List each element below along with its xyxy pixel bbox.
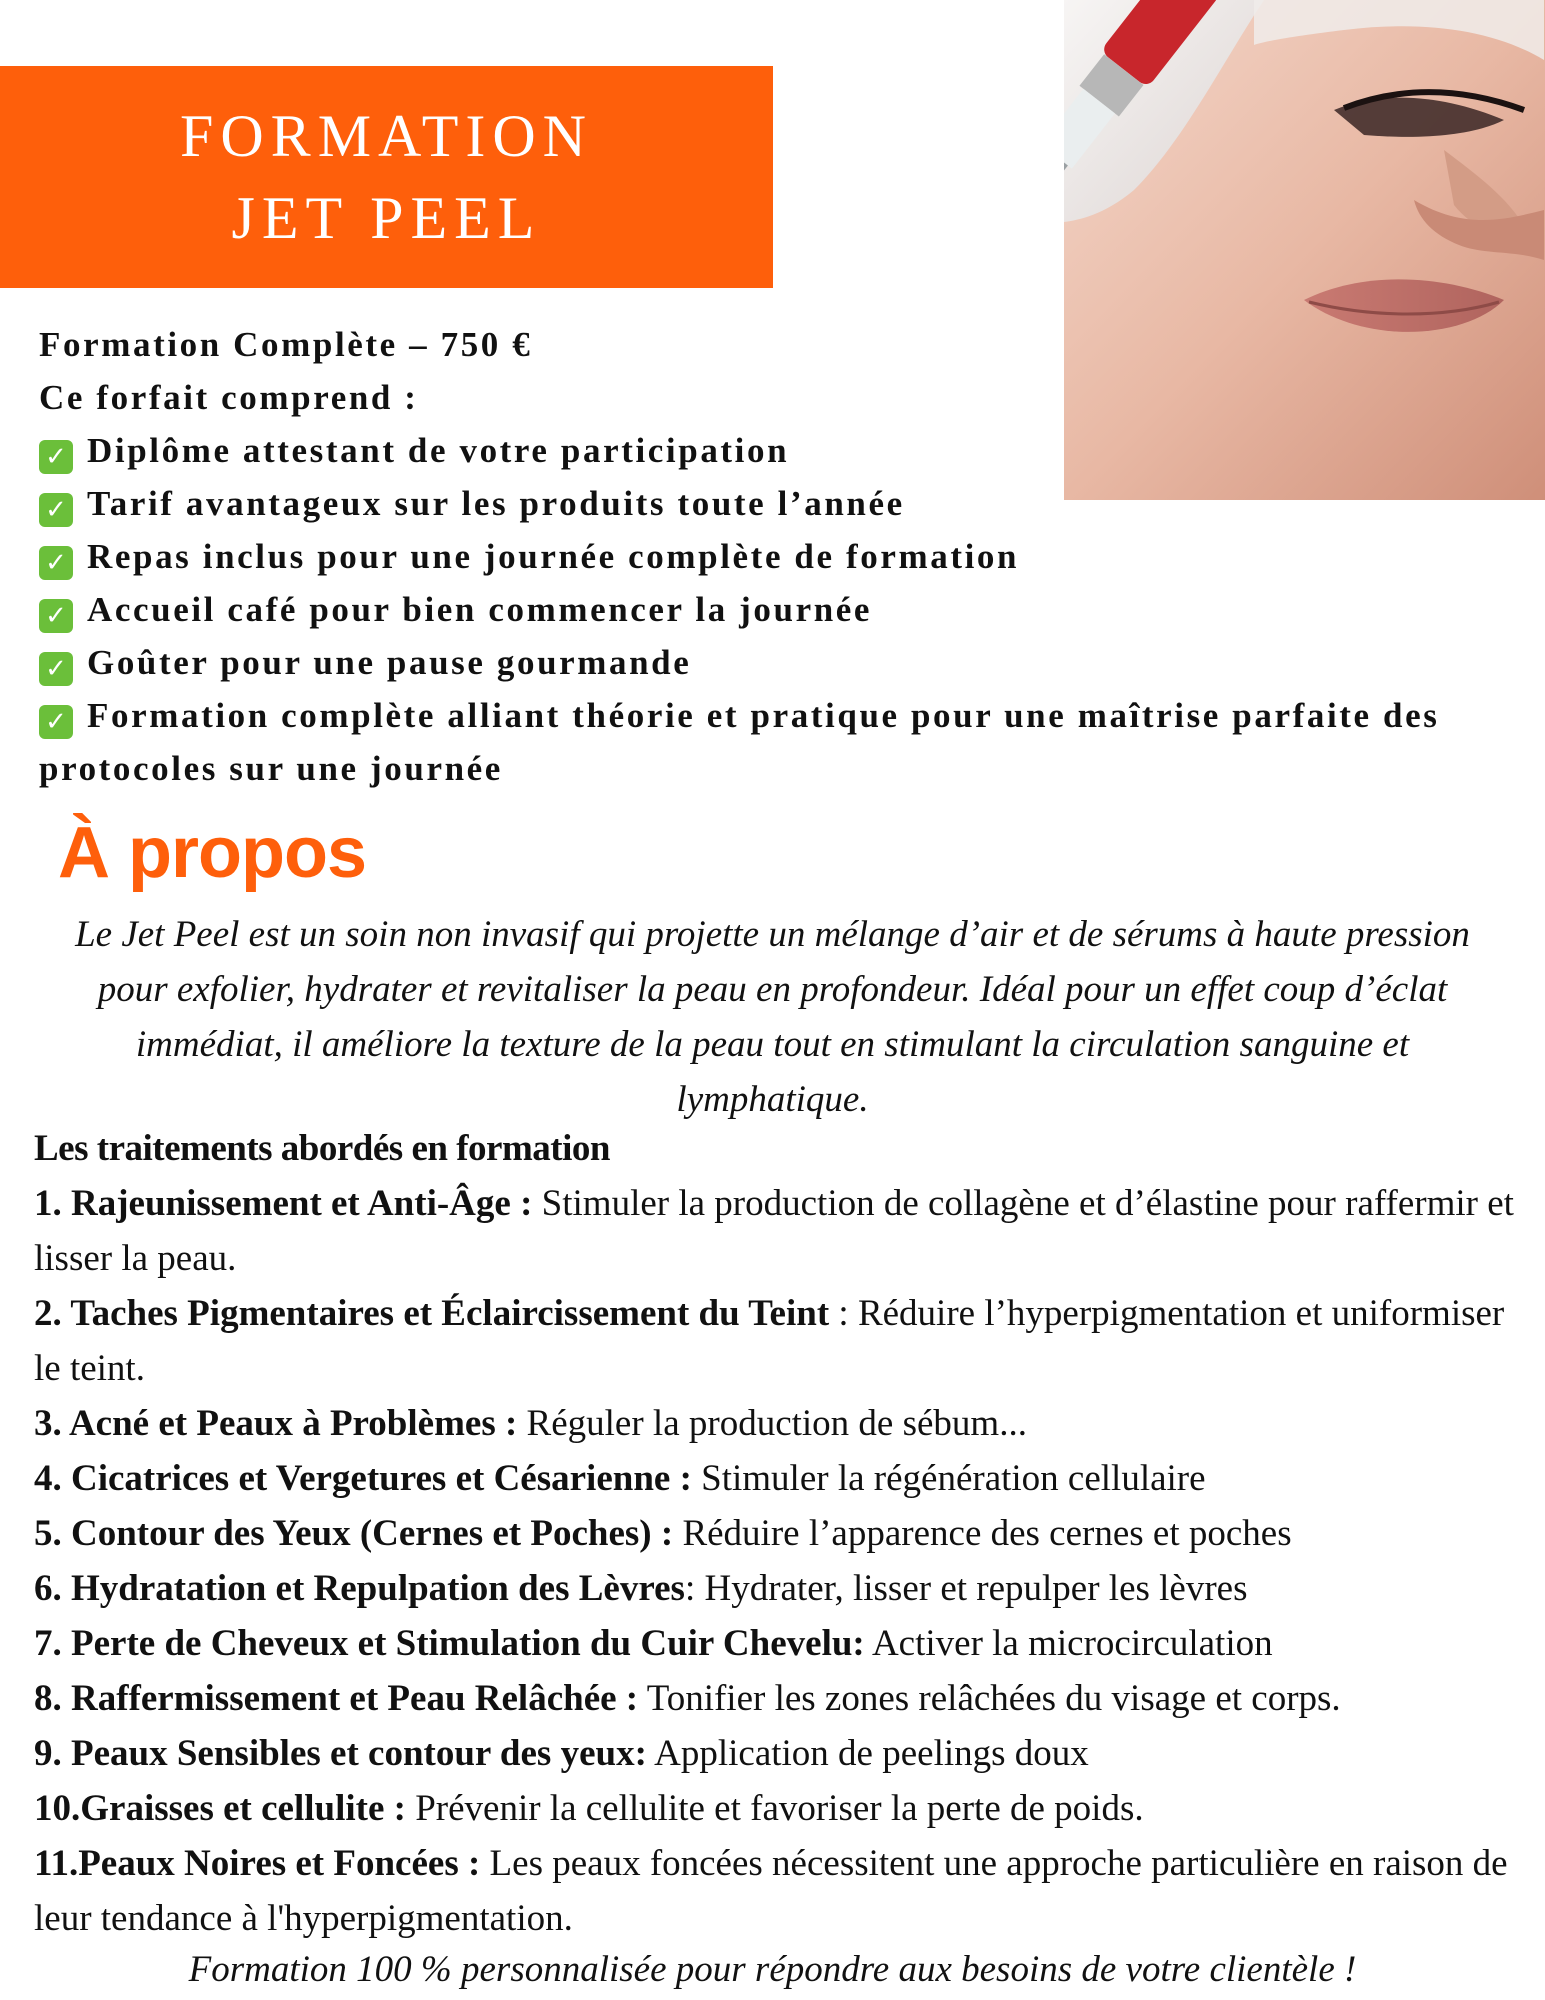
banner-title-line2: JET PEEL [231,185,542,251]
list-item [34,1781,1524,1836]
treatment-description: : Hydrater, lisser et repulper les lèvres [684,1568,1248,1609]
check-mark-icon: ✓ [39,440,73,474]
offer-item-text: Repas inclus pour une journée complète de formation [87,537,1020,576]
treatment-title: 9. Peaux Sensibles et contour des yeux: [34,1733,647,1774]
treatments-heading: Les traitements abordés en formation [34,1128,610,1169]
list-item [39,477,1519,530]
treatment-title: 5. Contour des Yeux (Cernes et Poches) : [34,1513,674,1554]
list-item [39,636,1519,689]
offer-section [39,318,1519,795]
treatment-description: Les peaux foncées nécessitent une approche particulière en raison de leur tendance à l'hyperpigmentation. [34,1843,1508,1939]
treatment-title: 2. Taches Pigmentaires et Éclaircissement du Teint [34,1293,830,1334]
offer-item-text: Tarif avantageux sur les produits toute l’année [87,484,905,523]
treatment-description: Prévenir la cellulite et favoriser la perte de poids. [405,1788,1144,1829]
title-banner [0,66,773,288]
list-item [34,1836,1524,1946]
list-item [34,1726,1524,1781]
treatment-description: Stimuler la production de collagène et d’élastine pour raffermir et lisser la peau. [34,1183,1514,1279]
list-item [39,583,1519,636]
treatment-title: 11.Peaux Noires et Foncées : [34,1843,481,1884]
offer-item-text: Accueil café pour bien commencer la journée [87,590,873,629]
treatment-title: 6. Hydratation et Repulpation des Lèvres [34,1568,685,1609]
treatment-description: Stimuler la régénération cellulaire [691,1458,1206,1499]
offer-item-text: Goûter pour une pause gourmande [87,643,692,682]
treatments-section [34,1121,1524,1946]
treatment-description: : Réduire l’hyperpigmentation et uniformiser le teint. [34,1293,1505,1389]
treatment-title: 1. Rajeunissement et Anti-Âge : [34,1183,533,1224]
check-mark-icon: ✓ [39,599,73,633]
price-line: Formation Complète – 750 € [39,325,533,364]
treatment-description: Tonifier les zones relâchées du visage et corps. [638,1678,1341,1719]
about-heading: À propos [58,813,366,893]
treatment-title: 4. Cicatrices et Vergetures et Césarienne : [34,1458,692,1499]
list-item [39,530,1519,583]
footer-note: Formation 100 % personnalisée pour répondre aux besoins de votre clientèle ! [188,1949,1357,1990]
offer-item-text: Formation complète alliant théorie et pratique pour une maîtrise parfaite des protocoles sur une journée [39,696,1440,788]
treatment-title: 10.Graisses et cellulite : [34,1788,406,1829]
treatment-description: Réguler la production de sébum... [517,1403,1027,1444]
treatment-description: Activer la microcirculation [864,1623,1273,1664]
list-item [34,1506,1524,1561]
treatment-title: 7. Perte de Cheveux et Stimulation du Cuir Chevelu: [34,1623,865,1664]
offer-intro: Ce forfait comprend : [39,378,419,417]
list-item [39,689,1519,795]
check-mark-icon: ✓ [39,493,73,527]
list-item [34,1671,1524,1726]
list-item [34,1616,1524,1671]
list-item [34,1396,1524,1451]
list-item [34,1176,1524,1286]
about-paragraph: Le Jet Peel est un soin non invasif qui projette un mélange d’air et de sérums à haute pression pour exfolier, hydrater et revitaliser la peau en profondeur. Idéal pour un effet coup d’éclat immédiat, il améliore la texture de la peau tout en stimulant la circulation sanguine et lymphatique. [75,914,1470,1120]
list-item [34,1286,1524,1396]
treatment-title: 8. Raffermissement et Peau Relâchée : [34,1678,639,1719]
treatment-title: 3. Acné et Peaux à Problèmes : [34,1403,518,1444]
treatment-description: Réduire l’apparence des cernes et poches [673,1513,1292,1554]
list-item [39,424,1519,477]
list-item [34,1451,1524,1506]
list-item [34,1561,1524,1616]
check-mark-icon: ✓ [39,652,73,686]
banner-title-line1: FORMATION [179,103,594,169]
check-mark-icon: ✓ [39,705,73,739]
check-mark-icon: ✓ [39,546,73,580]
offer-item-text: Diplôme attestant de votre participation [87,431,790,470]
treatment-description: Application de peelings doux [646,1733,1089,1774]
